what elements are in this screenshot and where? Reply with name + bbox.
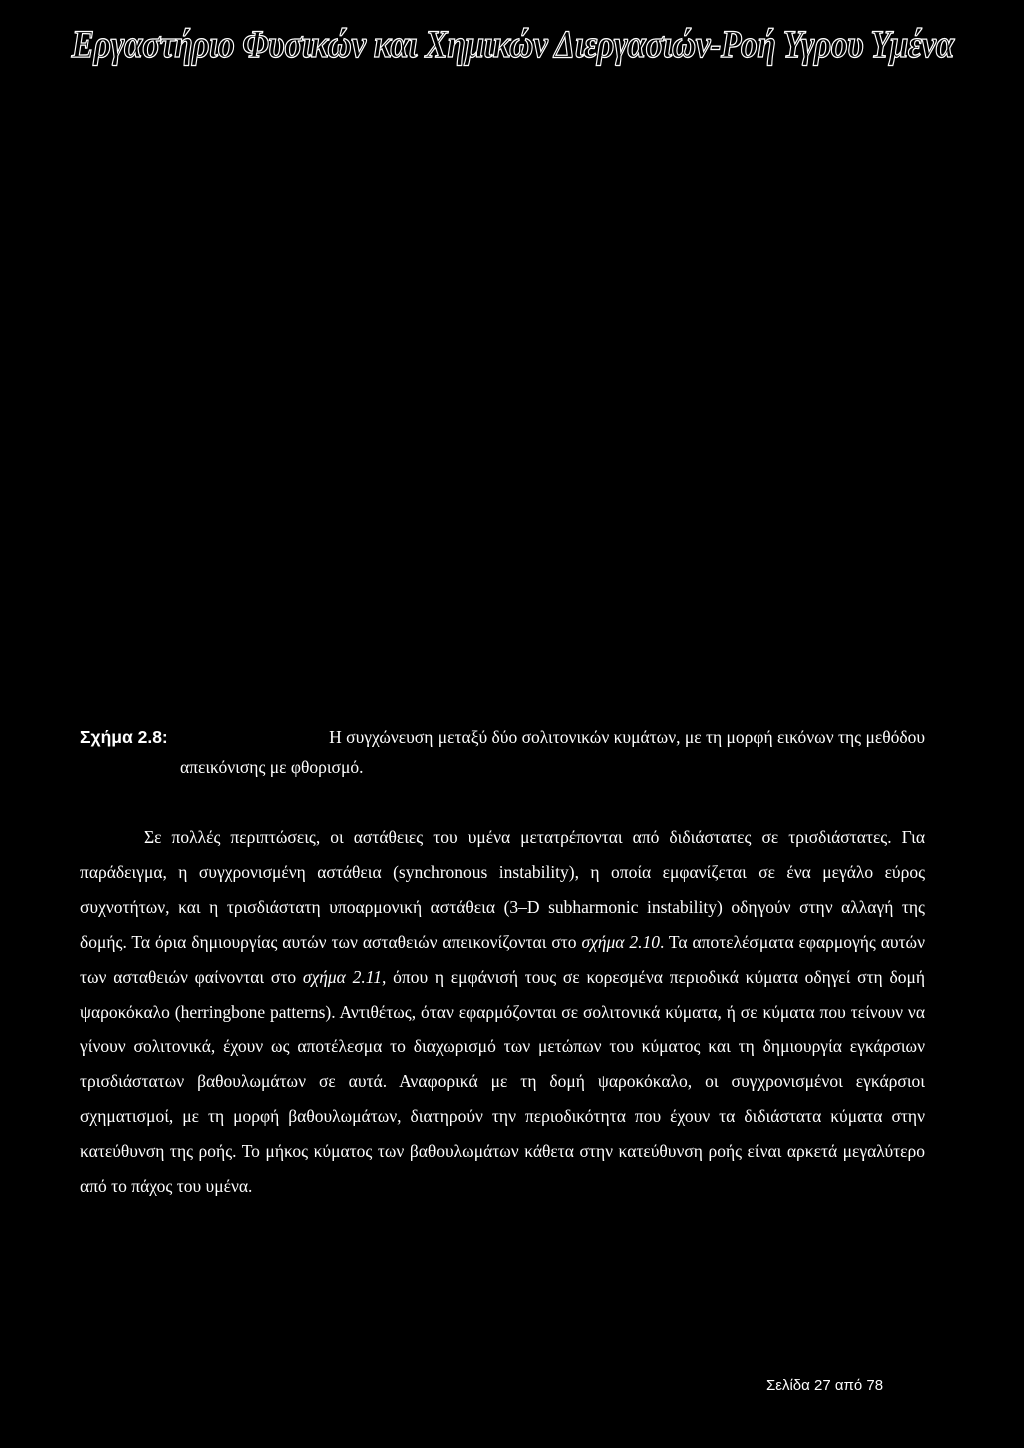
caption-text-line-1: Η συγχώνευση μεταξύ δύο σολιτονικών κυμάτων, με τη μορφή εικόνων της μεθόδου — [329, 727, 925, 747]
body-text-part-3: , όπου η εμφάνισή τους σε κορεσμένα περιοδικά κύματα οδηγεί στη δομή ψαροκόκαλο (herringbone patterns). Αντιθέτως, όταν εφαρμόζονται σε σολιτονικά κύματα, ή σε κύματα που τείνουν να γίνουν σολιτονικά, έχουν ως αποτέλεσμα το διαχωρισμό των μετώπων του κύματος και τη δημιουργία εγκάρσιων τρισδιάστατων βαθουλωμάτων σε αυτά. Αναφορικά με τη δομή ψαροκόκαλο, οι συγχρονισμένοι εγκάρσιοι σχηματισμοί, με τη μορφή βαθουλωμάτων, διατηρούν την περιοδικότητα που έχουν τα διδιάστατα κύματα στην κατεύθυνση της ροής. Το μήκος κύματος των βαθουλωμάτων κάθετα στην κατεύθυνση ροής είναι αρκετά μεγαλύτερο από το πάχος του υμένα. — [80, 966, 925, 1197]
figure-reference-2-10: σχήμα 2.10 — [581, 931, 660, 952]
body-paragraph — [80, 820, 925, 1204]
body-text-part-2: . Τα αποτελέσματα εφαρμογής αυτών των ασταθειών φαίνονται στο — [80, 931, 925, 987]
caption-label: Σχήμα 2.8: — [80, 727, 168, 747]
figure-reference-2-11: σχήμα 2.11 — [302, 966, 382, 987]
page-header-title: Εργαστήριο Φυσικών και Χημικών Διεργασιών-Ροή Υγρου Υμένα — [71, 23, 954, 66]
caption-line-1 — [80, 722, 925, 752]
body-text-part-1: Σε πολλές περιπτώσεις, οι αστάθειες του υμένα μετατρέπονται από διδιάστατες σε τρισδιάστατες. Για παράδειγμα, η συγχρονισμένη αστάθεια (synchronous instability), η οποία εμφανίζεται σε ένα μεγάλο εύρος συχνοτήτων, και η τρισδιάστατη υποαρμονική αστάθεια (3–D subharmonic instability) οδηγούν στην αλλαγή της δομής. Τα όρια δημιουργίας αυτών των ασταθειών απεικονίζονται στο — [80, 827, 925, 952]
page-number: Σελίδα 27 από 78 — [766, 1377, 884, 1394]
figure-image — [60, 90, 964, 690]
figure-caption — [80, 722, 925, 782]
caption-text-line-2: απεικόνισης με φθορισμό. — [180, 757, 364, 777]
